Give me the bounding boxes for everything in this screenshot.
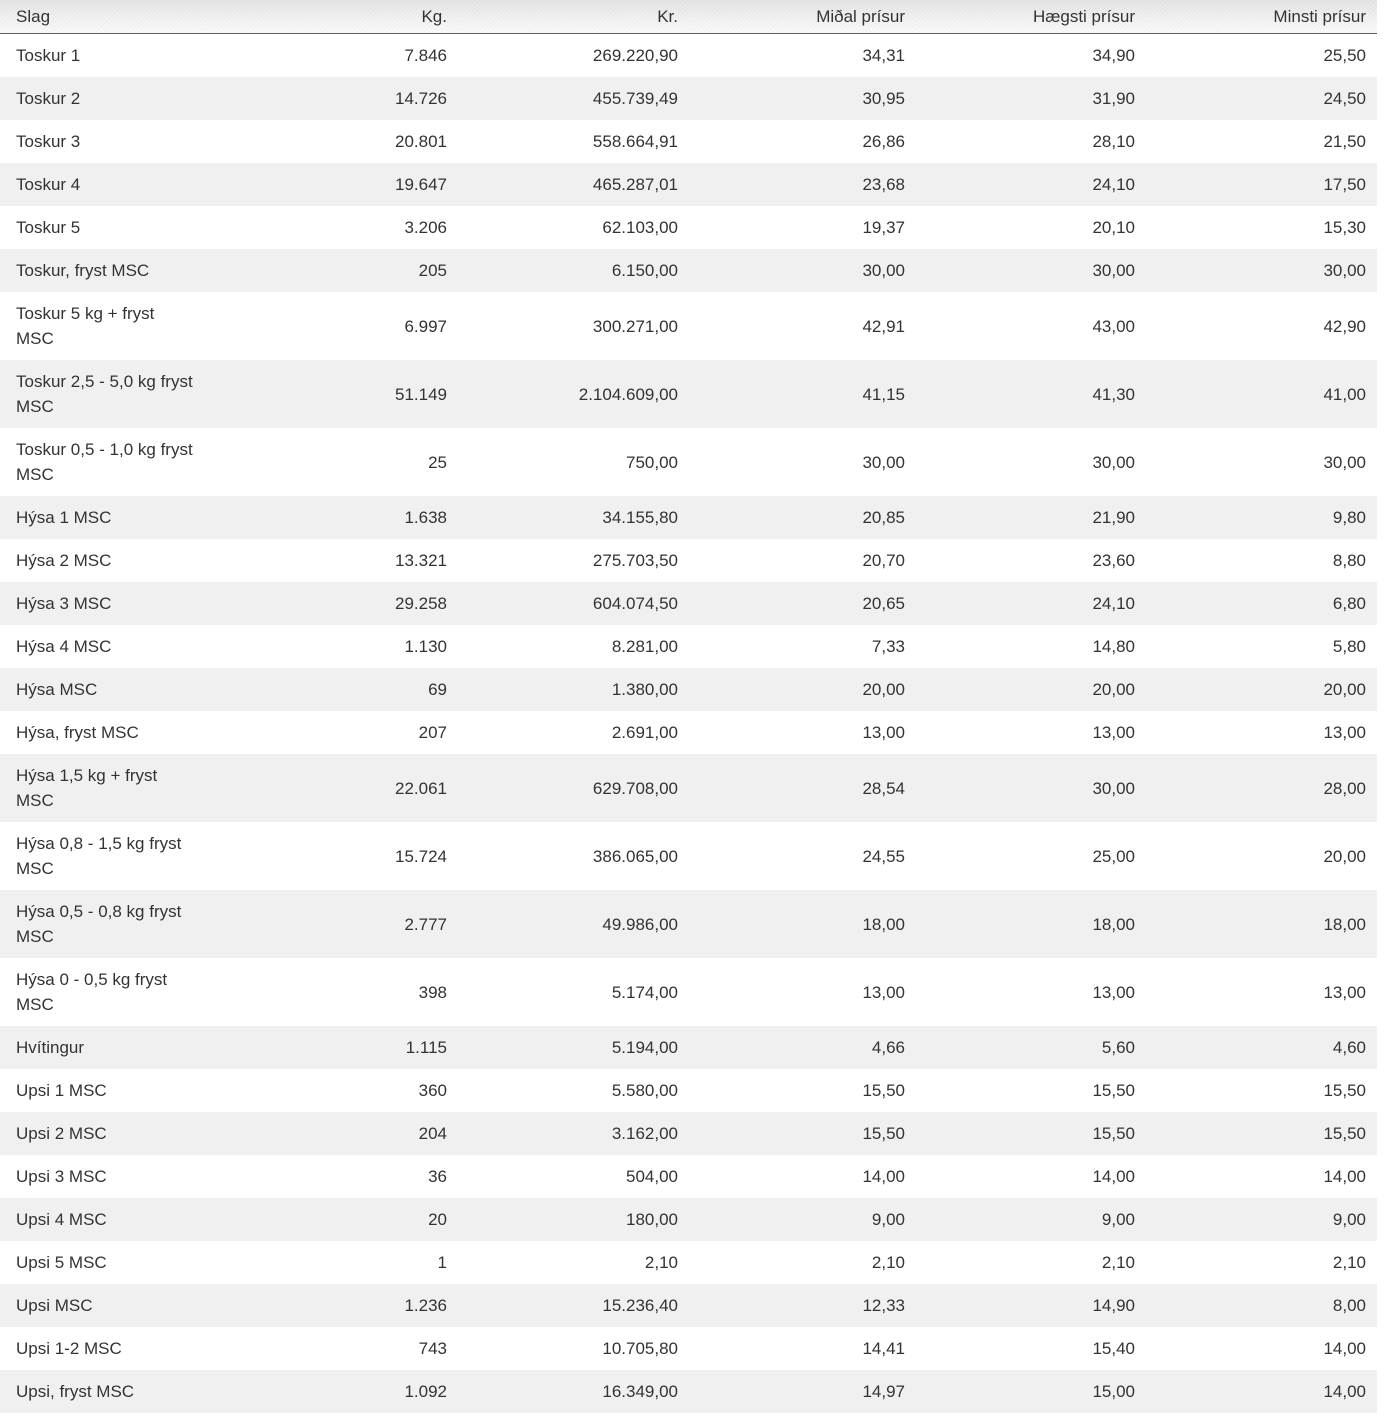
table-row — [0, 120, 1377, 163]
cell-kg: 2.777 — [404, 914, 447, 934]
cell-minsti: 20,00 — [1323, 680, 1366, 699]
column-header-minsti: Minsti prísur — [1146, 0, 1377, 34]
cell-kr: 386.065,00 — [592, 846, 678, 866]
cell-slag: Toskur 4 — [16, 175, 81, 194]
table-row — [0, 822, 1377, 890]
table-row — [0, 958, 1377, 1026]
cell-haegsti: 13,00 — [1092, 982, 1135, 1002]
cell-minsti: 14,00 — [1323, 1382, 1366, 1401]
cell-midal: 30,00 — [862, 261, 905, 280]
table-row — [0, 539, 1377, 582]
cell-midal: 20,85 — [862, 508, 905, 527]
cell-slag: Hýsa 0,8 - 1,5 kg fryst MSC — [16, 834, 182, 878]
cell-minsti: 15,50 — [1323, 1124, 1366, 1143]
cell-midal: 18,00 — [862, 914, 905, 934]
table-row — [0, 1198, 1377, 1241]
cell-kr: 6.150,00 — [611, 261, 678, 280]
cell-minsti: 5,80 — [1332, 637, 1366, 656]
cell-kr: 455.739,49 — [592, 89, 678, 108]
table-row — [0, 1069, 1377, 1112]
cell-kg: 1.115 — [405, 1038, 447, 1057]
cell-slag: Upsi 4 MSC — [16, 1210, 107, 1229]
cell-slag: Upsi 3 MSC — [16, 1167, 107, 1186]
cell-kr: 8.281,00 — [611, 637, 678, 656]
cell-midal: 30,95 — [862, 89, 905, 108]
cell-kg: 1.130 — [404, 637, 447, 656]
cell-kg: 207 — [418, 723, 447, 742]
table-row — [0, 582, 1377, 625]
cell-kr: 2.691,00 — [611, 723, 678, 742]
cell-kr: 180,00 — [626, 1210, 678, 1229]
cell-midal: 14,41 — [862, 1339, 905, 1358]
table-row — [0, 711, 1377, 754]
cell-haegsti: 43,00 — [1092, 316, 1135, 336]
cell-minsti: 15,50 — [1323, 1081, 1366, 1100]
cell-haegsti: 15,00 — [1092, 1382, 1135, 1401]
cell-minsti: 42,90 — [1323, 316, 1366, 336]
cell-minsti: 25,50 — [1323, 46, 1366, 65]
table-row — [0, 890, 1377, 958]
cell-slag: Toskur 2,5 - 5,0 kg fryst MSC — [16, 372, 193, 416]
cell-kr: 5.194,00 — [611, 1038, 678, 1057]
cell-haegsti: 24,10 — [1092, 594, 1135, 613]
cell-midal: 14,97 — [862, 1382, 905, 1401]
cell-kr: 10.705,80 — [602, 1339, 678, 1358]
table-row — [0, 1241, 1377, 1284]
cell-haegsti: 20,00 — [1092, 680, 1135, 699]
cell-kg: 20 — [428, 1210, 447, 1229]
cell-haegsti: 21,90 — [1092, 508, 1135, 527]
cell-minsti: 8,00 — [1332, 1296, 1366, 1315]
cell-slag: Upsi 1 MSC — [16, 1081, 107, 1100]
cell-haegsti: 25,00 — [1092, 846, 1135, 866]
table-row — [0, 1155, 1377, 1198]
cell-kr: 2.104.609,00 — [578, 384, 678, 404]
cell-haegsti: 9,00 — [1101, 1210, 1135, 1229]
cell-midal: 14,00 — [862, 1167, 905, 1186]
cell-midal: 20,65 — [862, 594, 905, 613]
table-row — [0, 292, 1377, 360]
cell-slag: Upsi 1-2 MSC — [16, 1339, 122, 1358]
cell-minsti: 28,00 — [1323, 778, 1366, 798]
cell-kg: 398 — [418, 982, 447, 1002]
cell-kg: 25 — [428, 452, 447, 472]
table-body — [0, 34, 1377, 1414]
cell-haegsti: 30,00 — [1092, 452, 1135, 472]
cell-midal: 12,33 — [862, 1296, 905, 1315]
cell-kr: 269.220,90 — [592, 46, 678, 65]
table-row — [0, 1370, 1377, 1413]
cell-haegsti: 30,00 — [1092, 261, 1135, 280]
cell-kr: 604.074,50 — [592, 594, 678, 613]
cell-kr: 750,00 — [626, 452, 678, 472]
cell-kg: 743 — [418, 1339, 447, 1358]
cell-minsti: 24,50 — [1323, 89, 1366, 108]
cell-haegsti: 15,50 — [1092, 1081, 1135, 1100]
table-row — [0, 668, 1377, 711]
cell-haegsti: 13,00 — [1092, 723, 1135, 742]
table-row — [0, 34, 1377, 78]
cell-kr: 16.349,00 — [602, 1382, 678, 1401]
cell-slag: Upsi MSC — [16, 1296, 93, 1315]
cell-kg: 20.801 — [395, 132, 447, 151]
table-header — [0, 0, 1377, 34]
cell-minsti: 17,50 — [1323, 175, 1366, 194]
cell-kr: 2,10 — [644, 1253, 678, 1272]
cell-haegsti: 34,90 — [1092, 46, 1135, 65]
cell-minsti: 2,10 — [1332, 1253, 1366, 1272]
cell-midal: 4,66 — [871, 1038, 905, 1057]
cell-kr: 34.155,80 — [602, 508, 678, 527]
cell-slag: Hýsa 2 MSC — [16, 551, 112, 570]
column-header-kr: Kr. — [458, 0, 689, 34]
cell-kg: 1.236 — [404, 1296, 447, 1315]
column-header-slag: Slag — [0, 0, 205, 34]
cell-kr: 465.287,01 — [592, 175, 678, 194]
cell-midal: 28,54 — [862, 778, 905, 798]
cell-kr: 275.703,50 — [592, 551, 678, 570]
cell-kg: 19.647 — [395, 175, 447, 194]
cell-kr: 5.174,00 — [611, 982, 678, 1002]
cell-slag: Toskur, fryst MSC — [16, 261, 150, 280]
cell-midal: 19,37 — [862, 218, 905, 237]
table-row — [0, 360, 1377, 428]
cell-slag: Hýsa 0 - 0,5 kg fryst MSC — [16, 970, 168, 1014]
cell-kg: 51.149 — [395, 384, 447, 404]
cell-slag: Toskur 2 — [16, 89, 81, 108]
cell-slag: Hýsa 3 MSC — [16, 594, 112, 613]
cell-kg: 36 — [428, 1167, 447, 1186]
cell-slag: Upsi 2 MSC — [16, 1124, 107, 1143]
cell-kg: 3.206 — [404, 218, 447, 237]
column-header-kg: Kg. — [205, 0, 458, 34]
cell-haegsti: 24,10 — [1092, 175, 1135, 194]
cell-haegsti: 14,80 — [1092, 637, 1135, 656]
cell-kg: 69 — [428, 680, 447, 699]
cell-minsti: 9,80 — [1332, 508, 1366, 527]
cell-haegsti: 23,60 — [1092, 551, 1135, 570]
cell-kg: 6.997 — [404, 316, 447, 336]
cell-haegsti: 30,00 — [1092, 778, 1135, 798]
cell-minsti: 18,00 — [1323, 914, 1366, 934]
cell-haegsti: 18,00 — [1092, 914, 1135, 934]
cell-haegsti: 14,90 — [1092, 1296, 1135, 1315]
cell-minsti: 41,00 — [1323, 384, 1366, 404]
table-row — [0, 206, 1377, 249]
cell-slag: Hýsa 0,5 - 0,8 kg fryst MSC — [16, 902, 182, 946]
table-row — [0, 249, 1377, 292]
cell-slag: Hýsa, fryst MSC — [16, 723, 139, 742]
table-row — [0, 163, 1377, 206]
cell-midal: 24,55 — [862, 846, 905, 866]
cell-midal: 15,50 — [862, 1081, 905, 1100]
cell-slag: Hvítingur — [16, 1038, 85, 1057]
cell-kr: 3.162,00 — [611, 1124, 678, 1143]
cell-haegsti: 2,10 — [1101, 1253, 1135, 1272]
cell-minsti: 15,30 — [1323, 218, 1366, 237]
cell-midal: 20,00 — [862, 680, 905, 699]
cell-minsti: 20,00 — [1323, 846, 1366, 866]
cell-haegsti: 31,90 — [1092, 89, 1135, 108]
cell-slag: Toskur 0,5 - 1,0 kg fryst MSC — [16, 440, 193, 484]
table-row — [0, 1026, 1377, 1069]
cell-midal: 42,91 — [862, 316, 905, 336]
cell-minsti: 13,00 — [1323, 982, 1366, 1002]
cell-minsti: 14,00 — [1323, 1167, 1366, 1186]
table-row — [0, 754, 1377, 822]
column-header-midal: Miðal prísur — [689, 0, 916, 34]
cell-minsti: 30,00 — [1323, 452, 1366, 472]
cell-minsti: 4,60 — [1332, 1038, 1366, 1057]
table-row — [0, 1327, 1377, 1370]
cell-haegsti: 41,30 — [1092, 384, 1135, 404]
cell-kr: 5.580,00 — [611, 1081, 678, 1100]
table-row — [0, 1112, 1377, 1155]
cell-slag: Hýsa MSC — [16, 680, 98, 699]
cell-minsti: 14,00 — [1323, 1339, 1366, 1358]
cell-slag: Hýsa 1,5 kg + fryst MSC — [16, 766, 158, 810]
cell-minsti: 9,00 — [1332, 1210, 1366, 1229]
cell-haegsti: 28,10 — [1092, 132, 1135, 151]
table-row — [0, 496, 1377, 539]
cell-kr: 62.103,00 — [602, 218, 678, 237]
cell-haegsti: 14,00 — [1092, 1167, 1135, 1186]
cell-kr: 629.708,00 — [592, 778, 678, 798]
cell-kg: 13.321 — [395, 551, 447, 570]
cell-kg: 22.061 — [395, 778, 447, 798]
cell-kg: 1.638 — [404, 508, 447, 527]
cell-kg: 1 — [437, 1253, 447, 1272]
cell-midal: 13,00 — [862, 982, 905, 1002]
cell-slag: Toskur 5 — [16, 218, 81, 237]
cell-slag: Hýsa 1 MSC — [16, 508, 112, 527]
cell-midal: 34,31 — [862, 46, 905, 65]
cell-midal: 2,10 — [871, 1253, 905, 1272]
cell-midal: 26,86 — [862, 132, 905, 151]
cell-minsti: 30,00 — [1323, 261, 1366, 280]
cell-kg: 14.726 — [395, 89, 447, 108]
cell-kr: 1.380,00 — [611, 680, 678, 699]
cell-kg: 205 — [418, 261, 447, 280]
table-row — [0, 428, 1377, 496]
cell-haegsti: 15,50 — [1092, 1124, 1135, 1143]
cell-minsti: 6,80 — [1332, 594, 1366, 613]
cell-kr: 504,00 — [626, 1167, 678, 1186]
cell-kg: 360 — [418, 1081, 447, 1100]
cell-midal: 7,33 — [871, 637, 905, 656]
cell-kg: 1.092 — [404, 1382, 447, 1401]
cell-kg: 29.258 — [395, 594, 447, 613]
cell-minsti: 8,80 — [1332, 551, 1366, 570]
table-row — [0, 77, 1377, 120]
column-header-haegsti: Hægsti prísur — [916, 0, 1146, 34]
cell-kr: 15.236,40 — [602, 1296, 678, 1315]
cell-kr: 300.271,00 — [592, 316, 678, 336]
cell-kg: 204 — [418, 1124, 447, 1143]
cell-haegsti: 20,10 — [1092, 218, 1135, 237]
cell-midal: 15,50 — [862, 1124, 905, 1143]
cell-midal: 13,00 — [862, 723, 905, 742]
cell-minsti: 21,50 — [1323, 132, 1366, 151]
cell-kr: 49.986,00 — [602, 914, 678, 934]
cell-minsti: 13,00 — [1323, 723, 1366, 742]
cell-midal: 9,00 — [871, 1210, 905, 1229]
table-row — [0, 625, 1377, 668]
header-row — [0, 0, 1377, 34]
cell-slag: Toskur 1 — [16, 46, 81, 65]
cell-haegsti: 15,40 — [1092, 1339, 1135, 1358]
cell-slag: Upsi, fryst MSC — [16, 1382, 135, 1401]
cell-slag: Toskur 5 kg + fryst MSC — [16, 304, 155, 348]
cell-kg: 7.846 — [404, 46, 447, 65]
cell-slag: Upsi 5 MSC — [16, 1253, 107, 1272]
cell-haegsti: 5,60 — [1101, 1038, 1135, 1057]
cell-midal: 23,68 — [862, 175, 905, 194]
cell-kr: 558.664,91 — [592, 132, 678, 151]
cell-midal: 20,70 — [862, 551, 905, 570]
cell-midal: 30,00 — [862, 452, 905, 472]
cell-slag: Hýsa 4 MSC — [16, 637, 112, 656]
cell-midal: 41,15 — [862, 384, 905, 404]
cell-kg: 15.724 — [395, 846, 447, 866]
table-row — [0, 1284, 1377, 1327]
cell-slag: Toskur 3 — [16, 132, 81, 151]
